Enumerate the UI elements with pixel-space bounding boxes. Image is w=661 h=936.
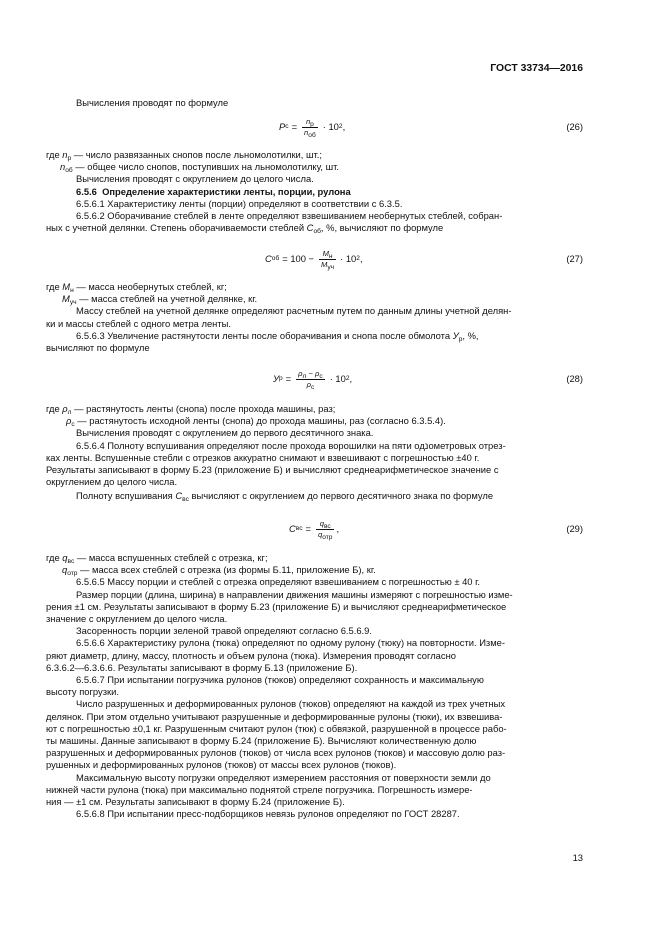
paragraph: Вычисления проводят с округлением до целого числа. — [76, 173, 314, 185]
text-run: 6.5.6.3 Увеличение растянутости ленты после оборачивания и снопа после обмолота — [76, 329, 453, 341]
frac-denominator-sub: уч — [327, 263, 335, 271]
symbol-sub: н — [70, 287, 74, 294]
paragraph: Результаты записывают в форму Б.23 (приложение Б) и вычисляют среднеарифметическое значение с — [46, 464, 499, 476]
text-block — [46, 552, 584, 820]
definition-line — [46, 564, 584, 576]
symbol-sub: р — [458, 335, 463, 343]
symbol: n — [62, 149, 68, 160]
page-number: 13 — [572, 852, 583, 863]
equation-number: (29) — [566, 523, 583, 534]
paragraph: Размер порции (длина, ширина) в направлении движения машины измеряют с погрешностью изме- — [76, 588, 513, 600]
definition-text: — масса стеблей на учетной делянке, кг. — [76, 293, 258, 305]
paragraph: Вычисления проводят по формуле — [76, 97, 229, 108]
symbol: У — [452, 329, 459, 341]
paragraph: ряют диаметр, длину, массу, плотность и объем рулона (тюка). Измерения проводят согласно — [46, 649, 456, 661]
symbol: ρ — [62, 403, 68, 414]
eq-lhs: С — [265, 252, 272, 264]
frac-numerator-2: ρ — [315, 368, 320, 378]
paragraph: 6.5.6.1 Характеристику ленты (порции) определяют в соответствии с 6.3.5. — [76, 197, 403, 209]
paragraph: 6.5.6.6 Характеристику рулона (тюка) определяют по одному рулону (тюку) на повторности. Изме- — [76, 637, 506, 649]
equation-number: (26) — [566, 121, 583, 132]
paragraph: значение с округлением до целого числа. — [46, 613, 228, 625]
text-block — [46, 149, 584, 234]
paragraph: 6.3.6.2—6.3.6.6. Результаты записывают в форму Б.13 (приложение Б). — [46, 661, 358, 673]
frac-operator: − — [306, 368, 316, 378]
frac-numerator: q — [319, 518, 324, 528]
fraction — [302, 117, 318, 138]
paragraph — [46, 490, 584, 502]
paragraph: высоту погрузки. — [46, 686, 119, 698]
frac-numerator: n — [305, 116, 311, 126]
definition-text: — растянутость исходной ленты (снопа) до прохода машины, раз (согласно 6.3.5.4). — [74, 415, 446, 427]
fraction — [296, 369, 325, 390]
paragraph: 6.5.6.8 При испытании пресс-подборщиков невязь рулонов определяют по ГОСТ 28287. — [76, 808, 460, 820]
definition-line — [46, 161, 584, 173]
frac-denominator: ρ — [306, 379, 311, 389]
symbol-sub: л — [67, 409, 72, 416]
paragraph: рения ±1 см. Результаты записывают в форму Б.23 (приложение Б) и вычисляют среднеарифметическое — [46, 600, 507, 612]
eq-mid: = 100 − — [282, 252, 315, 264]
paragraph: Засоренность порции зеленой травой определяют согласно 6.5.6.9. — [76, 625, 372, 637]
frac-numerator-sub: н — [328, 252, 333, 260]
paragraph: ния — ±1 см. Результаты записывают в форму Б.24 (приложение Б). — [46, 796, 345, 808]
definition-line — [46, 293, 584, 305]
text-run: вычисляют с округлением до первого десятичного знака по формуле — [188, 490, 494, 502]
paragraph: Максимальную высоту погрузки определяют измерением расстояния от поверхности земли до — [76, 771, 491, 783]
symbol-sub: об — [313, 228, 321, 236]
section-title: Определение характеристики ленты, порции, рулона — [102, 185, 351, 197]
text-run: , %, вычисляют по формуле — [320, 222, 444, 234]
symbol-sub: с — [71, 421, 75, 429]
paragraph: Массу стеблей на учетной делянке определяют расчетным путем по данным длины учетной делян- — [76, 305, 512, 317]
symbol: M — [62, 281, 71, 292]
paragraph: Вычисления проводят с округлением до первого десятичного знака. — [76, 427, 374, 439]
text-block — [46, 97, 584, 109]
paragraph: ют с погрешностью ±0,1 кг. Разрушенным считают рулон (тюк) с обвязкой, разрушенной в процессе рабо- — [46, 722, 507, 734]
definition-text: — масса всех стеблей с отрезка (из формы Б.11, приложение Б), кг. — [77, 564, 376, 576]
where-label: где — [46, 149, 60, 160]
symbol: q — [62, 552, 68, 563]
eq-lhs: P — [279, 120, 286, 132]
frac-numerator: M — [322, 248, 329, 258]
symbol-sub: уч — [69, 299, 77, 307]
frac-numerator: ρ — [298, 368, 303, 378]
definition-line — [46, 281, 584, 293]
paragraph: делянок. При этом отдельно учитывают разрушенные и деформированные рулоны (тюки), их взвешива- — [46, 710, 503, 722]
symbol: M — [62, 293, 70, 305]
eq-lhs: У — [273, 372, 279, 384]
standard-header: ГОСТ 33734—2016 — [490, 63, 583, 74]
symbol-sub: вс — [67, 558, 75, 565]
symbol: q — [62, 564, 68, 576]
definition-line — [46, 552, 584, 564]
definition-text: — общее число снопов, поступивших на льномолотилку, шт. — [72, 161, 339, 173]
paragraph: Число разрушенных и деформированных рулонов (тюков) определяют на каждой из трех учетных — [76, 698, 506, 710]
paragraph: 6.5.6.5 Массу порции и стеблей с отрезка определяют взвешиванием с погрешностью ± 40 г. — [76, 576, 481, 588]
paragraph: округлением до целого числа. — [46, 476, 178, 488]
symbol: С — [175, 490, 183, 502]
fraction — [316, 519, 334, 540]
definition-line — [46, 149, 584, 161]
equation-number: (27) — [566, 253, 583, 264]
frac-numerator-sub: л — [302, 372, 307, 380]
text-run: Полноту вспушивания — [76, 490, 176, 502]
paragraph: нижней части рулона (тюка) при максимально поднятой стреле погрузчика. Погрешность измере- — [46, 783, 473, 795]
symbol-sub: отр — [67, 570, 78, 578]
symbol-sub: вс — [182, 496, 189, 504]
symbol-sub: р — [67, 155, 72, 162]
paragraph: 6.5.6.2 Оборачивание стеблей в ленте определяют взвешиванием необернутых стеблей, собран- — [76, 210, 503, 222]
paragraph: ки и массы стеблей с одного метра ленты. — [46, 317, 231, 329]
symbol: n — [60, 161, 66, 173]
paragraph — [46, 222, 584, 234]
eq-lhs: С — [289, 522, 296, 534]
paragraph: 6.5.6.7 При испытании погрузчика рулонов (тюков) определяют сохранность и максимальную — [76, 674, 484, 686]
where-label: где — [46, 281, 60, 292]
symbol-sub: об — [65, 167, 73, 175]
paragraph: ты машины. Данные записывают в форму Б.24 (приложение Б). Вычисляют количественную долю — [46, 735, 477, 747]
definition-text: — масса необернутых стеблей, кг; — [73, 281, 227, 292]
definition-line — [46, 403, 584, 415]
definition-line — [46, 415, 584, 427]
frac-numerator-sub: р — [310, 120, 314, 128]
equation-26: P с = $\frac{n_р}{n_{об}}$ · 10 2 , (26) — [279, 116, 583, 139]
paragraph: рушенных и деформированных рулонов (тюков) от массы всех рулонов (тюков). — [46, 759, 397, 771]
where-label: где — [46, 552, 60, 563]
section-heading — [46, 186, 584, 198]
paragraph: ках ленты. Вспушенные стебли с отрезков аккуратно снимают и взвешивают с погрешностью ±40 г. — [46, 451, 480, 463]
frac-numerator-sub: вс — [323, 522, 331, 530]
text-block — [46, 403, 584, 503]
equation-number: (28) — [566, 373, 583, 384]
section-number: 6.5.6 — [76, 185, 97, 197]
paragraph: 6.5.6.4 Полноту вспушивания определяют после прохода ворошилки на пяти одנометровых отрез- — [76, 439, 506, 451]
equation-27: С об = 100 − $\frac{M_н}{M_{уч}}$ · 10 2 , (27) — [265, 248, 583, 271]
paragraph — [46, 330, 584, 342]
symbol: С — [306, 222, 314, 234]
frac-denominator: q — [318, 529, 323, 539]
definition-text: — растянутость ленты (снопа) после прохода машины, раз; — [71, 403, 336, 414]
equation-29: С вс = $\frac{q_{вс}}{q_{отр}}$ , (29) — [289, 518, 583, 541]
where-label: где — [46, 403, 60, 414]
frac-denominator-sub: отр — [322, 533, 333, 541]
paragraph: вычисляют по формуле — [46, 342, 150, 354]
frac-denominator-sub: об — [308, 131, 316, 139]
symbol: ρ — [66, 415, 72, 427]
frac-denominator: M — [321, 259, 328, 269]
text-run: , %, — [462, 329, 479, 341]
frac-denominator-sub: с — [310, 383, 315, 391]
text-block — [46, 281, 584, 354]
frac-numerator-2-sub: с — [319, 372, 323, 380]
fraction — [319, 249, 336, 270]
definition-text: — число развязанных снопов после льномолотилки, шт.; — [71, 149, 322, 160]
paragraph: разрушенных и деформированных рулонов (тюков) от числа всех рулонов (тюков) и массовую долю раз- — [46, 747, 506, 759]
text-run: ных с учетной делянки. Степень оборачиваемости стеблей — [46, 222, 307, 234]
equation-28: У р = $\frac{\rho_л - \rho_с}{\rho_с}$ · 10 2 , (28) — [273, 368, 583, 391]
definition-text: — масса вспушенных стеблей с отрезка, кг; — [74, 552, 268, 563]
frac-denominator: n — [304, 127, 309, 137]
